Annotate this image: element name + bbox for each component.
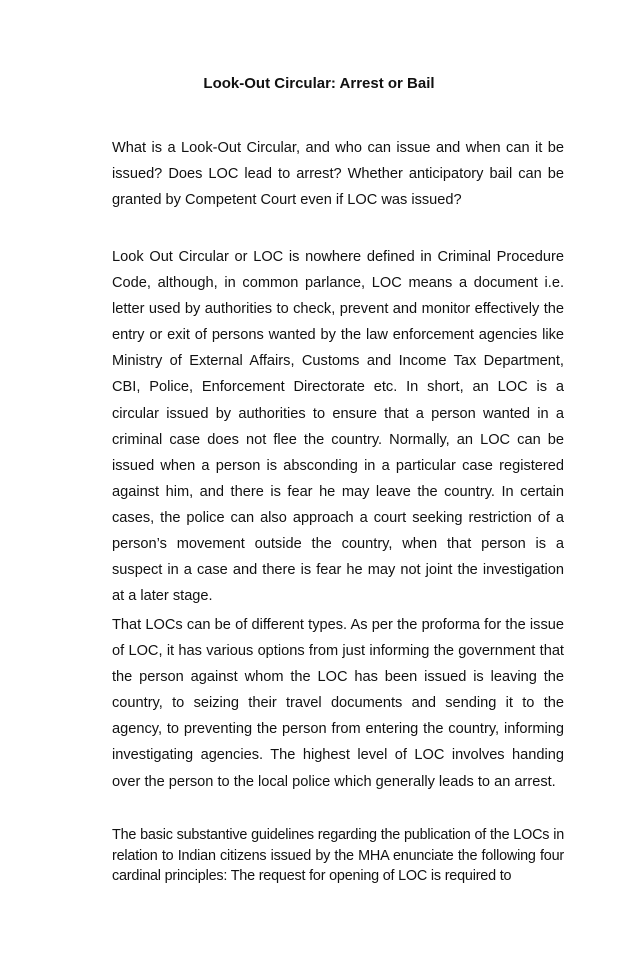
document-title: Look-Out Circular: Arrest or Bail xyxy=(203,75,435,92)
paragraph-loc-definition: Look Out Circular or LOC is nowhere defined in Criminal Procedure Code, although, in common parlance, LOC means a document i.e. letter used by authorities to check, prevent and monitor effectively the entry or exit of persons wanted by the law enforcement agencies like Ministry of External Affairs, Customs and Income Tax Department, CBI, Police, Enforcement Directorate etc. In short, an LOC is a circular issued by authorities to ensure that a person wanted in a criminal case does not flee the country. Normally, an LOC can be issued when a person is absconding in a particular case registered against him, and there is fear he may leave the country. In certain cases, the police can also approach a court seeking restriction of a person’s movement outside the country, when that person is a suspect in a case and there is fear he may not joint the investigation at a later stage. xyxy=(112,249,564,605)
paragraph-loc-types: That LOCs can be of different types. As per the proforma for the issue of LOC, it has various options from just informing the government that the person against whom the LOC has been issued is leaving the country, to seizing their travel documents and sending it to the agency, to preventing the person from entering the country, informing investigating agencies. The highest level of LOC involves handing over the person to the local police which generally leads to an arrest. xyxy=(112,617,564,790)
paragraph-mha-guidelines: The basic substantive guidelines regarding the publication of the LOCs in relation to Indian citizens issued by the MHA enunciate the following four cardinal principles: The request for opening of LOC is required to xyxy=(112,827,564,884)
paragraph-intro-questions: What is a Look-Out Circular, and who can issue and when can it be issued? Does LOC lead to arrest? Whether anticipatory bail can be granted by Competent Court even if LOC was issued? xyxy=(112,140,564,209)
